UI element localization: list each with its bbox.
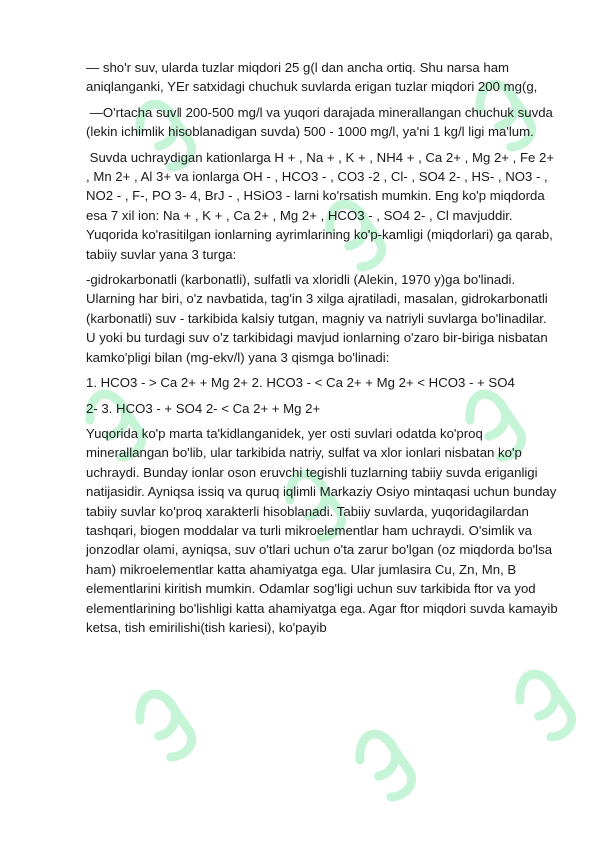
paragraph-ions: Suvda uchraydigan kationlarga H + , Na + , K + , NH4 + , Ca 2+ , Mg 2+ , Fe 2+ , Mn 2+ , Al 3+ va ionlarga OH - , HCO3 - , CO3 -2 , Cl- , SO4 2- , HS- , NO3 - , NO2 - , F-, PO 3- 4, BrJ - , HSiO3 - larni ko'rsatish mumkin. Eng ko'p miqdorda esa 7 xil ion: Na + , K + , Ca 2+ , Mg 2+ , HCO3 - , SO4 2- , Cl mavjuddir. Yuqorida ko'rasitilgan ionlarning ayrimlarining ko'p-kamligi (miqdorlari) ga qarab, tabiiy suvlar yana 3 turga: xyxy=(86,149,558,262)
paragraph-average-water: —O'rtacha suv‖ 200-500 mg/l va yuqori darajada minerallangan chuchuk suvda (lekin ichimlik hisoblanadigan suvda) 500 - 1000 mg/l, ya'ni 1 kg/l ligi ma'lum. xyxy=(86,104,557,140)
paragraph-groundwater: Yuqorida ko'p marta ta'kidlanganidek, yer osti suvlari odatda ko'proq minerallangan bo'lib, ular tarkibida natriy, sulfat va xlor ionlari nisbatan ko'p uchraydi. Bunday ionlar oson eruvchi tegishli tuzlarning tabiiy suvda eriganligi natijasidir. Ayniqsa issiq va quruq iqlimli Markaziy Osiyo mintaqasi uchun bunday tabiiy suvlar ko'proq xarakterli hisoblanadi. Tabiiy suvlarda, yuqoridagilardan tashqari, biogen moddalar va turli mikroelementlar ham uchraydi. O'simlik va jonzodlar olami, ayniqsa, suv o'tlari uchun o'ta zarur bo'lgan (oz miqdorda bo'lsa ham) mikroelementlar katta ahamiyatga ega. Ular jumlasira Cu, Zn, Mn, B elementlarini kiritish mumkin. Odamlar sog'ligi uchun suv tarkibida ftor va yod elementlarining bo'lishligi katta ahamiyatga ega. Agar ftor miqdori suvda kamayib ketsa, tish emirilishi(tish kariesi), ko'payib xyxy=(86,425,562,635)
formula-line-1: 1. HCO3 - > Ca 2+ + Mg 2+ 2. HCO3 - < Ca 2+ + Mg 2+ < HCO3 - + SO4 xyxy=(86,375,515,391)
paragraph-classification: -gidrokarbonatli (karbonatli), sulfatli va xloridli (Alekin, 1970 y)ga bo'linadi. Ularning har biri, o'z navbatida, tag'in 3 xilga ajratiladi, masalan, gidrokarbonatli (karbonatli) suv - tarkibida kalsiy tutgan, magniy va natriyli suvlarga bo'linadilar. U yoki bu turdagi suv o'z tarkibidagi mavjud ionlarning o'zaro bir-biriga nisbatan kamko'pligi bilan (mg-ekv/l) yana 3 qismga bo'linadi: xyxy=(86,272,552,365)
document-body xyxy=(86,58,562,643)
paragraph-salt-water: — sho'r suv, ularda tuzlar miqdori 25 g(l dan ancha ortiq. Shu narsa ham aniqlanganki, YEr satxidagi chuchuk suvlarda erigan tuzlar miqdori 200 mg(g, xyxy=(86,60,538,95)
formula-line-2: 2- 3. HCO3 - + SO4 2- < Ca 2+ + Mg 2+ xyxy=(86,400,321,416)
